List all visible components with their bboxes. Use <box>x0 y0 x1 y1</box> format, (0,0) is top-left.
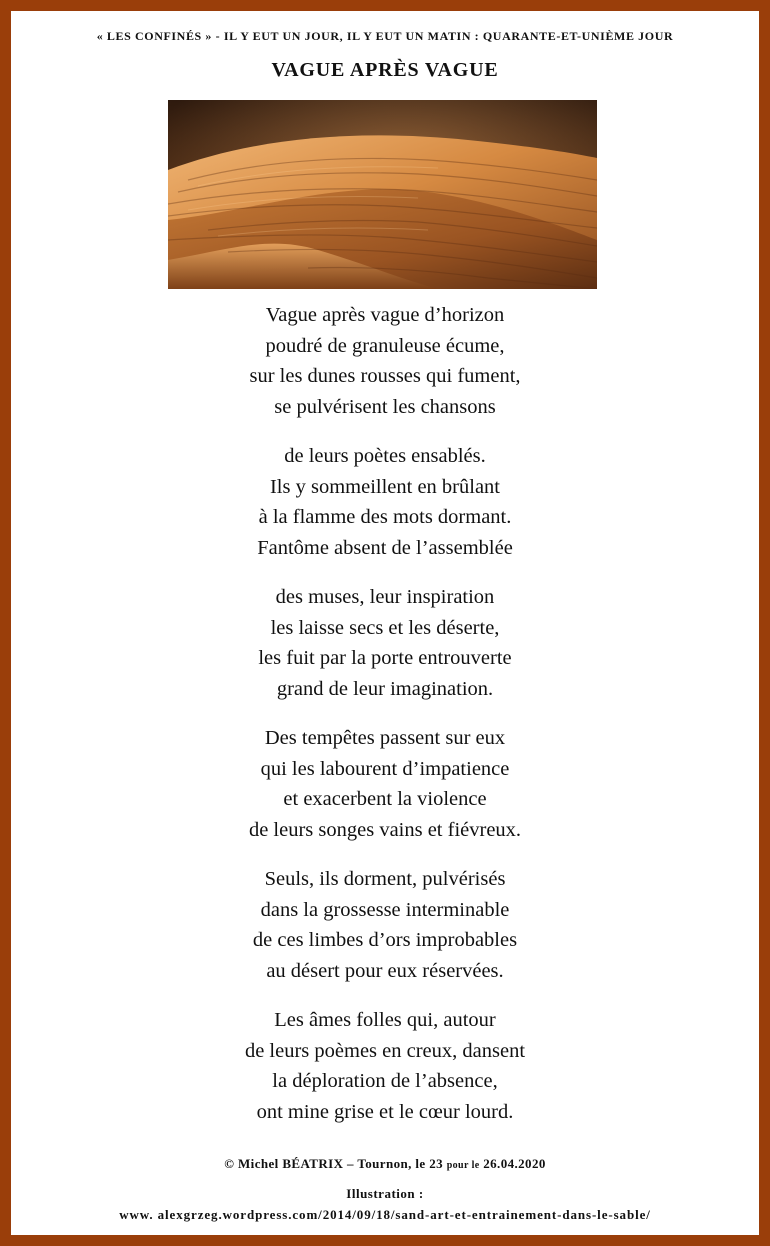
poem-line: et exacerbent la violence <box>283 788 487 810</box>
stanza <box>0 582 770 704</box>
poem-line: de leurs poèmes en creux, dansent <box>244 1039 526 1062</box>
credit-main: © Michel BÉATRIX – Tournon, le 23 <box>224 1156 447 1171</box>
credit-date: 26.04.2020 <box>479 1156 546 1171</box>
poem-line: de leurs songes vains et fiévreux. <box>248 818 522 841</box>
illustration-label: Illustration : <box>346 1186 424 1201</box>
stanza <box>0 723 770 845</box>
stanza <box>0 300 770 422</box>
poem-line: Fantôme absent de l’assemblée <box>257 536 513 559</box>
poem-line: des muses, leur inspiration <box>275 586 495 608</box>
poem-line: au désert pour eux réservées. <box>266 959 504 982</box>
poem-title: VAGUE APRÈS VAGUE <box>271 59 499 81</box>
poem-line: dans la grossesse interminable <box>260 898 510 921</box>
poem-line: se pulvérisent les chansons <box>274 395 496 418</box>
series-header: « LES CONFINÉS » - IL Y EUT UN JOUR, IL Y EUT UN MATIN : QUARANTE-ET-UNIÈME JOUR <box>96 29 674 43</box>
author-credit <box>0 1156 770 1172</box>
poem-line: qui les labourent d’impatience <box>260 757 510 780</box>
dune-illustration <box>168 100 597 289</box>
poem-line: Ils y sommeillent en brûlant <box>269 475 500 498</box>
poem-line: de leurs poètes ensablés. <box>284 445 486 467</box>
stanza <box>0 441 770 563</box>
poem-line: grand de leur imagination. <box>276 677 494 700</box>
poem-line: à la flamme des mots dormant. <box>258 506 512 528</box>
poem-line: Des tempêtes passent sur eux <box>264 727 506 749</box>
poem-line: Vague après vague d’horizon <box>265 304 505 326</box>
poem-line: les laisse secs et les déserte, <box>270 616 500 639</box>
poem-line: sur les dunes rousses qui fument, <box>249 365 521 387</box>
poem-line: la déploration de l’absence, <box>272 1070 498 1092</box>
illustration-url: www. alexgrzeg.wordpress.com/2014/09/18/sand-art-et-entrainement-dans-le-sable/ <box>119 1207 651 1222</box>
poem-line: ont mine grise et le cœur lourd. <box>256 1100 514 1123</box>
poem-line: les fuit par la porte entrouverte <box>258 647 512 669</box>
poem-line: poudré de granuleuse écume, <box>265 334 505 357</box>
poem-line: de ces limbes d’ors improbables <box>252 929 518 951</box>
poem-body <box>0 300 770 1146</box>
stanza <box>0 864 770 986</box>
poem-line: Seuls, ils dorment, pulvérisés <box>264 868 506 890</box>
poem-line: Les âmes folles qui, autour <box>274 1009 496 1031</box>
credit-small: pour le <box>446 1160 480 1171</box>
stanza <box>0 1005 770 1127</box>
